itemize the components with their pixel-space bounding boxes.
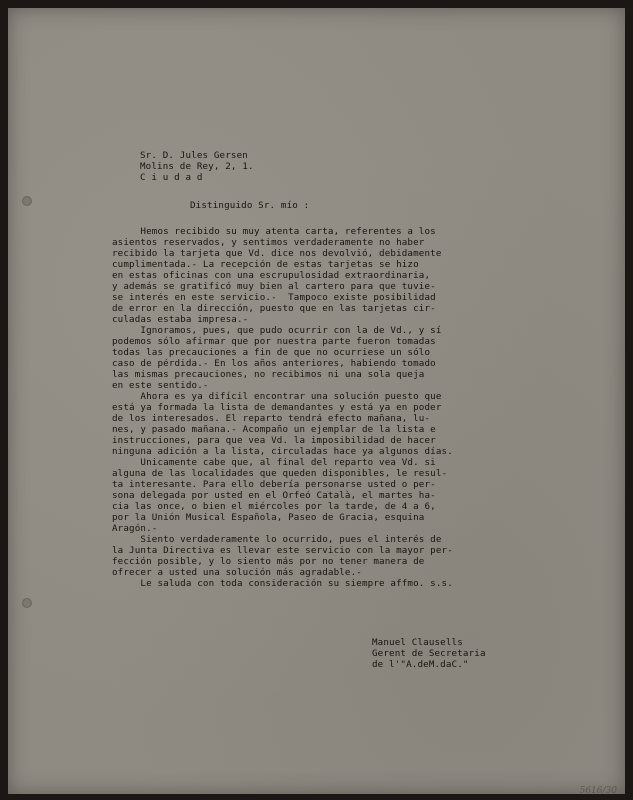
body-line: nes, y pasado mañana.- Acompaño un ejemplar de la lista e xyxy=(112,424,436,435)
body-line: instrucciones, para que vea Vd. la imposibilidad de hacer xyxy=(112,435,436,446)
body-line: recibido la tarjeta que Vd. dice nos devolvió, debidamente xyxy=(112,248,442,259)
body-line: fección posible, y lo siento más por no tener manera de xyxy=(112,556,425,567)
body-line: culadas estaba impresa.- xyxy=(112,314,249,325)
body-line: se interés en este servicio.- Tampoco existe posibilidad xyxy=(112,292,436,303)
body-line: la Junta Directiva es llevar este servicio con la mayor per- xyxy=(112,545,453,556)
body-line: está ya formada la lista de demandantes y está ya en poder xyxy=(112,402,442,413)
body-line: en este sentido.- xyxy=(112,380,209,391)
letter-body xyxy=(112,226,453,589)
body-line: en estas oficinas con una escrupulosidad extraordinaria, xyxy=(112,270,431,281)
body-line: Unicamente cabe que, al final del reparto vea Vd. si xyxy=(112,457,436,468)
body-line: por la Unión Musical Española, Paseo de Gracia, esquina xyxy=(112,512,425,523)
body-line: de error en la dirección, puesto que en las tarjetas cir- xyxy=(112,303,436,314)
recipient-address xyxy=(140,150,254,183)
body-line: sona delegada por usted en el Orfeó Català, el martes ha- xyxy=(112,490,436,501)
body-line: Ignoramos, pues, que pudo ocurrir con la de Vd., y sí xyxy=(112,325,442,336)
body-line: de los interesados. El reparto tendrá efecto mañana, lu- xyxy=(112,413,431,424)
punch-hole xyxy=(22,196,32,206)
body-line: ninguna adición a la lista, circuladas hace ya algunos días. xyxy=(112,446,453,457)
recipient-street: Molins de Rey, 2, 1. xyxy=(140,161,254,172)
body-line: cia las once, o bien el miércoles por la tarde, de 4 a 6, xyxy=(112,501,436,512)
body-line: las mismas precauciones, no recibimos ni una sola queja xyxy=(112,369,425,380)
signature-block xyxy=(372,637,486,670)
body-line: y además se gratificó muy bien al cartero para que tuvie- xyxy=(112,281,436,292)
signature-name: Manuel Clausells xyxy=(372,637,463,648)
body-line: ofrecer a usted una solución más agradable.- xyxy=(112,567,362,578)
body-line: asientos reservados, y sentimos verdaderamente no haber xyxy=(112,237,425,248)
salutation: Distinguido Sr. mío : xyxy=(190,200,310,211)
body-line: caso de pérdida.- En los años anteriores, habiendo tomado xyxy=(112,358,436,369)
recipient-city: C i u d a d xyxy=(140,172,203,183)
body-line: todas las precauciones a fin de que no ocurriese un sólo xyxy=(112,347,431,358)
body-line: alguna de las localidades que queden disponibles, le resul- xyxy=(112,468,448,479)
signature-title: Gerent de Secretaria xyxy=(372,648,486,659)
body-line: ta interesante. Para ello debería personarse usted o per- xyxy=(112,479,436,490)
recipient-name: Sr. D. Jules Gersen xyxy=(140,150,248,161)
body-line: Aragón.- xyxy=(112,523,158,534)
punch-hole xyxy=(22,598,32,608)
body-line: podemos sólo afirmar que por nuestra parte fueron tomadas xyxy=(112,336,436,347)
body-line: cumplimentada.- La recepción de estas tarjetas se hizo xyxy=(112,259,419,270)
body-line: Ahora es ya difícil encontrar una solución puesto que xyxy=(112,391,442,402)
body-line: Le saluda con toda consideración su siempre affmo. s.s. xyxy=(112,578,453,589)
archive-number: 5616/30 xyxy=(579,786,617,796)
body-line: Siento verdaderamente lo ocurrido, pues el interés de xyxy=(112,534,442,545)
body-line: Hemos recibido su muy atenta carta, referentes a los xyxy=(112,226,436,237)
signature-org: de l'"A.deM.daC." xyxy=(372,659,469,670)
